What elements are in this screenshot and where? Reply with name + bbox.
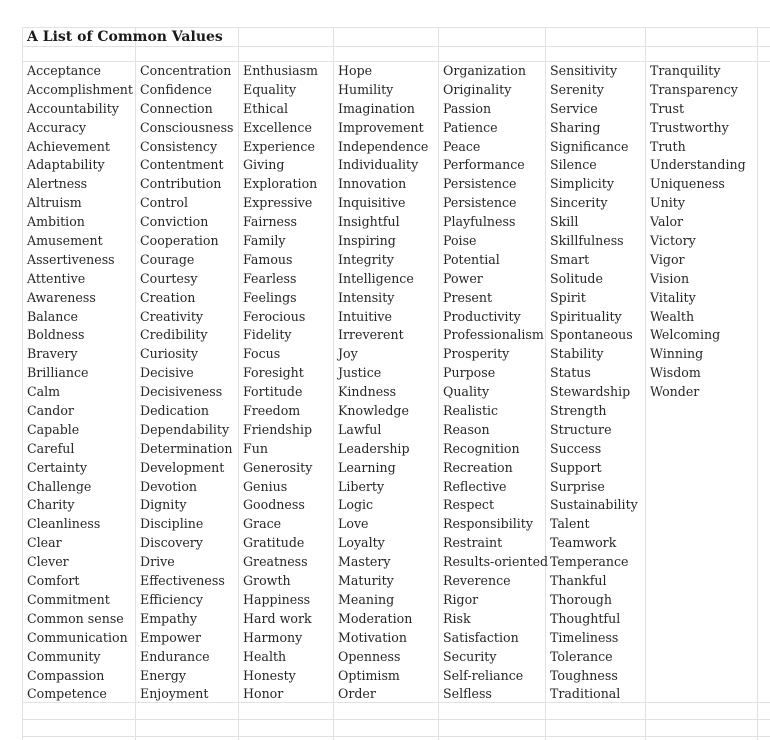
value-cell: Ambition: [27, 214, 85, 230]
value-cell: Learning: [338, 459, 396, 475]
value-cell: Balance: [27, 308, 78, 324]
value-cell: Hope: [338, 63, 373, 78]
value-cell: Empathy: [140, 610, 197, 626]
value-cell: Greatness: [243, 554, 308, 570]
value-cell: Restraint: [443, 535, 503, 551]
grid-line: [22, 46, 770, 47]
value-cell: Dependability: [140, 421, 230, 437]
value-cell: Ferocious: [243, 308, 306, 324]
value-cell: Persistence: [443, 195, 517, 211]
value-cell: Insightful: [338, 214, 400, 230]
value-cell: Grace: [243, 516, 282, 532]
value-cell: Adaptability: [27, 157, 105, 173]
value-cell: Teamwork: [550, 535, 617, 551]
value-cell: Harmony: [243, 629, 303, 645]
value-cell: Winning: [650, 346, 704, 362]
value-cell: Alertness: [27, 176, 88, 192]
value-cell: Sincerity: [550, 195, 608, 211]
values-column-4: [338, 62, 428, 704]
value-cell: Reverence: [443, 573, 511, 589]
value-cell: Comfort: [27, 573, 80, 589]
value-cell: Challenge: [27, 478, 92, 494]
value-cell: Family: [243, 233, 286, 249]
value-cell: Intuitive: [338, 308, 392, 324]
value-cell: Joy: [338, 346, 358, 362]
value-cell: Responsibility: [443, 516, 533, 532]
value-cell: Common sense: [27, 610, 124, 626]
value-cell: Liberty: [338, 478, 385, 494]
value-cell: Devotion: [140, 478, 198, 494]
value-cell: Tranquility: [650, 63, 721, 78]
value-cell: Energy: [140, 667, 186, 683]
value-cell: Creation: [140, 289, 196, 305]
value-cell: Feelings: [243, 289, 297, 305]
value-cell: Significance: [550, 138, 629, 154]
value-cell: Smart: [550, 251, 590, 267]
value-cell: Wealth: [650, 308, 695, 324]
value-cell: Candor: [27, 403, 74, 419]
values-column-1: [27, 62, 133, 704]
value-cell: Unity: [650, 195, 685, 211]
value-cell: Dedication: [140, 403, 209, 419]
value-cell: Purpose: [443, 365, 496, 381]
value-cell: Efficiency: [140, 591, 203, 607]
value-cell: Gratitude: [243, 535, 305, 551]
value-cell: Accomplishment: [27, 81, 133, 97]
value-cell: Quality: [443, 384, 490, 400]
values-column-6: [550, 62, 638, 704]
value-cell: Innovation: [338, 176, 407, 192]
value-cell: Cooperation: [140, 233, 219, 249]
value-cell: Poise: [443, 233, 477, 249]
value-cell: Courage: [140, 251, 195, 267]
value-cell: Intelligence: [338, 270, 414, 286]
value-cell: Honesty: [243, 667, 296, 683]
value-cell: Enjoyment: [140, 686, 209, 702]
value-cell: Timeliness: [550, 629, 619, 645]
value-cell: Silence: [550, 157, 597, 173]
value-cell: Discovery: [140, 535, 203, 551]
value-cell: Sustainability: [550, 497, 638, 513]
grid-line: [645, 27, 646, 740]
value-cell: Endurance: [140, 648, 210, 664]
value-cell: Stability: [550, 346, 604, 362]
grid-line: [22, 736, 770, 737]
value-cell: Capable: [27, 421, 80, 437]
value-cell: Wonder: [650, 384, 700, 400]
value-cell: Inspiring: [338, 233, 396, 249]
grid-line: [333, 27, 334, 740]
value-cell: Awareness: [27, 289, 96, 305]
value-cell: Support: [550, 459, 602, 475]
value-cell: Competence: [27, 686, 107, 702]
value-cell: Intensity: [338, 289, 395, 305]
value-cell: Connection: [140, 100, 213, 116]
value-cell: Consistency: [140, 138, 218, 154]
value-cell: Courtesy: [140, 270, 198, 286]
value-cell: Communication: [27, 629, 128, 645]
value-cell: Talent: [550, 516, 590, 532]
value-cell: Kindness: [338, 384, 397, 400]
value-cell: Sensitivity: [550, 63, 618, 78]
value-cell: Sharing: [550, 119, 601, 135]
value-cell: Persistence: [443, 176, 517, 192]
value-cell: Careful: [27, 440, 75, 456]
value-cell: Determination: [140, 440, 233, 456]
value-cell: Charity: [27, 497, 75, 513]
value-cell: Power: [443, 270, 483, 286]
value-cell: Development: [140, 459, 225, 475]
value-cell: Stewardship: [550, 384, 631, 400]
value-cell: Respect: [443, 497, 495, 513]
value-cell: Service: [550, 100, 598, 116]
value-cell: Cleanliness: [27, 516, 101, 532]
value-cell: Assertiveness: [27, 251, 115, 267]
value-cell: Thankful: [550, 573, 607, 589]
value-cell: Satisfaction: [443, 629, 519, 645]
value-cell: Boldness: [27, 327, 85, 343]
values-column-5: [443, 62, 548, 704]
value-cell: Wisdom: [650, 365, 701, 381]
value-cell: Excellence: [243, 119, 312, 135]
value-cell: Potential: [443, 251, 500, 267]
value-cell: Recognition: [443, 440, 520, 456]
value-cell: Freedom: [243, 403, 301, 419]
value-cell: Patience: [443, 119, 498, 135]
value-cell: Contentment: [140, 157, 224, 173]
value-cell: Imagination: [338, 100, 415, 116]
value-cell: Trust: [650, 100, 685, 116]
value-cell: Goodness: [243, 497, 305, 513]
value-cell: Accuracy: [27, 119, 87, 135]
value-cell: Ethical: [243, 100, 288, 116]
value-cell: Consciousness: [140, 119, 234, 135]
value-cell: Vigor: [650, 251, 685, 267]
value-cell: Self-reliance: [443, 667, 524, 683]
value-cell: Justice: [338, 365, 382, 381]
value-cell: Spontaneous: [550, 327, 633, 343]
value-cell: Traditional: [550, 686, 621, 702]
value-cell: Drive: [140, 554, 175, 570]
value-cell: Decisive: [140, 365, 194, 381]
value-cell: Welcoming: [650, 327, 721, 343]
value-cell: Surprise: [550, 478, 605, 494]
value-cell: Exploration: [243, 176, 318, 192]
value-cell: Leadership: [338, 440, 410, 456]
value-cell: Fortitude: [243, 384, 303, 400]
value-cell: Status: [550, 365, 591, 381]
values-column-3: [243, 62, 318, 704]
value-cell: Love: [338, 516, 369, 532]
value-cell: Structure: [550, 421, 612, 437]
value-cell: Vitality: [650, 289, 696, 305]
value-cell: Generosity: [243, 459, 313, 475]
value-cell: Trustworthy: [650, 119, 729, 135]
value-cell: Realistic: [443, 403, 499, 419]
value-cell: Organization: [443, 63, 526, 78]
page-title: A List of Common Values: [27, 29, 223, 45]
value-cell: Present: [443, 289, 493, 305]
value-cell: Compassion: [27, 667, 105, 683]
value-cell: Fearless: [243, 270, 297, 286]
value-cell: Originality: [443, 81, 512, 97]
value-cell: Meaning: [338, 591, 395, 607]
value-cell: Bravery: [27, 346, 78, 362]
value-cell: Transparency: [650, 81, 738, 97]
value-cell: Experience: [243, 138, 315, 154]
value-cell: Expressive: [243, 195, 313, 211]
value-cell: Inquisitive: [338, 195, 406, 211]
value-cell: Giving: [243, 157, 285, 173]
value-cell: Spirit: [550, 289, 586, 305]
value-cell: Vision: [650, 270, 690, 286]
value-cell: Reflective: [443, 478, 507, 494]
value-cell: Clever: [27, 554, 69, 570]
value-cell: Focus: [243, 346, 281, 362]
value-cell: Lawful: [338, 421, 382, 437]
value-cell: Concentration: [140, 63, 232, 78]
value-cell: Loyalty: [338, 535, 385, 551]
value-cell: Hard work: [243, 610, 312, 626]
value-cell: Skill: [550, 214, 579, 230]
value-cell: Empower: [140, 629, 202, 645]
value-cell: Performance: [443, 157, 525, 173]
value-cell: Amusement: [27, 233, 103, 249]
value-cell: Uniqueness: [650, 176, 725, 192]
value-cell: Equality: [243, 81, 297, 97]
value-cell: Rigor: [443, 591, 479, 607]
value-cell: Famous: [243, 251, 293, 267]
value-cell: Truth: [650, 138, 686, 154]
grid-line: [22, 719, 770, 720]
value-cell: Irreverent: [338, 327, 404, 343]
value-cell: Moderation: [338, 610, 413, 626]
value-cell: Thoughtful: [550, 610, 621, 626]
value-cell: Contribution: [140, 176, 222, 192]
value-cell: Prosperity: [443, 346, 510, 362]
value-cell: Certainty: [27, 459, 87, 475]
value-cell: Attentive: [27, 270, 86, 286]
values-column-7: [650, 62, 746, 402]
value-cell: Solitude: [550, 270, 603, 286]
value-cell: Fidelity: [243, 327, 292, 343]
value-cell: Accountability: [27, 100, 119, 116]
value-cell: Maturity: [338, 573, 394, 589]
value-cell: Individuality: [338, 157, 419, 173]
value-cell: Knowledge: [338, 403, 409, 419]
value-cell: Calm: [27, 384, 61, 400]
value-cell: Foresight: [243, 365, 304, 381]
value-cell: Success: [550, 440, 602, 456]
values-column-2: [140, 62, 234, 704]
value-cell: Order: [338, 686, 376, 702]
value-cell: Curiosity: [140, 346, 199, 362]
value-cell: Understanding: [650, 157, 746, 173]
value-cell: Humility: [338, 81, 394, 97]
value-cell: Discipline: [140, 516, 204, 532]
value-cell: Health: [243, 648, 287, 664]
value-cell: Playfulness: [443, 214, 516, 230]
value-cell: Reason: [443, 421, 490, 437]
value-cell: Victory: [650, 233, 696, 249]
value-cell: Commitment: [27, 591, 110, 607]
value-cell: Achievement: [27, 138, 110, 154]
value-cell: Mastery: [338, 554, 391, 570]
value-cell: Growth: [243, 573, 291, 589]
value-cell: Integrity: [338, 251, 394, 267]
value-cell: Control: [140, 195, 189, 211]
value-cell: Decisiveness: [140, 384, 223, 400]
value-cell: Strength: [550, 403, 607, 419]
value-cell: Tolerance: [550, 648, 613, 664]
value-cell: Recreation: [443, 459, 513, 475]
grid-line: [757, 27, 758, 740]
grid-line: [22, 27, 770, 28]
value-cell: Logic: [338, 497, 374, 513]
value-cell: Conviction: [140, 214, 209, 230]
value-cell: Happiness: [243, 591, 311, 607]
value-cell: Passion: [443, 100, 492, 116]
value-cell: Confidence: [140, 81, 212, 97]
value-cell: Thorough: [550, 591, 612, 607]
value-cell: Effectiveness: [140, 573, 225, 589]
grid-line: [135, 27, 136, 740]
value-cell: Fun: [243, 440, 268, 456]
value-cell: Friendship: [243, 421, 313, 437]
value-cell: Dignity: [140, 497, 187, 513]
value-cell: Creativity: [140, 308, 204, 324]
grid-line: [22, 27, 23, 740]
value-cell: Honor: [243, 686, 284, 702]
grid-line: [238, 27, 239, 740]
value-cell: Peace: [443, 138, 481, 154]
value-cell: Optimism: [338, 667, 400, 683]
value-cell: Toughness: [550, 667, 618, 683]
value-cell: Credibility: [140, 327, 208, 343]
value-cell: Altruism: [27, 195, 82, 211]
value-cell: Community: [27, 648, 101, 664]
value-cell: Results-oriented: [443, 554, 549, 570]
value-cell: Motivation: [338, 629, 407, 645]
value-cell: Acceptance: [27, 63, 101, 78]
value-cell: Risk: [443, 610, 471, 626]
value-cell: Genius: [243, 478, 288, 494]
value-cell: Spirituality: [550, 308, 622, 324]
value-cell: Temperance: [550, 554, 629, 570]
value-cell: Enthusiasm: [243, 63, 318, 78]
value-cell: Selfless: [443, 686, 492, 702]
value-cell: Skillfulness: [550, 233, 624, 249]
value-cell: Valor: [650, 214, 684, 230]
value-cell: Simplicity: [550, 176, 614, 192]
value-cell: Improvement: [338, 119, 424, 135]
value-cell: Fairness: [243, 214, 297, 230]
value-cell: Serenity: [550, 81, 604, 97]
value-cell: Brilliance: [27, 365, 89, 381]
value-cell: Openness: [338, 648, 401, 664]
value-cell: Clear: [27, 535, 62, 551]
value-cell: Professionalism: [443, 327, 544, 343]
grid-line: [438, 27, 439, 740]
value-cell: Independence: [338, 138, 429, 154]
value-cell: Productivity: [443, 308, 521, 324]
value-cell: Security: [443, 648, 497, 664]
